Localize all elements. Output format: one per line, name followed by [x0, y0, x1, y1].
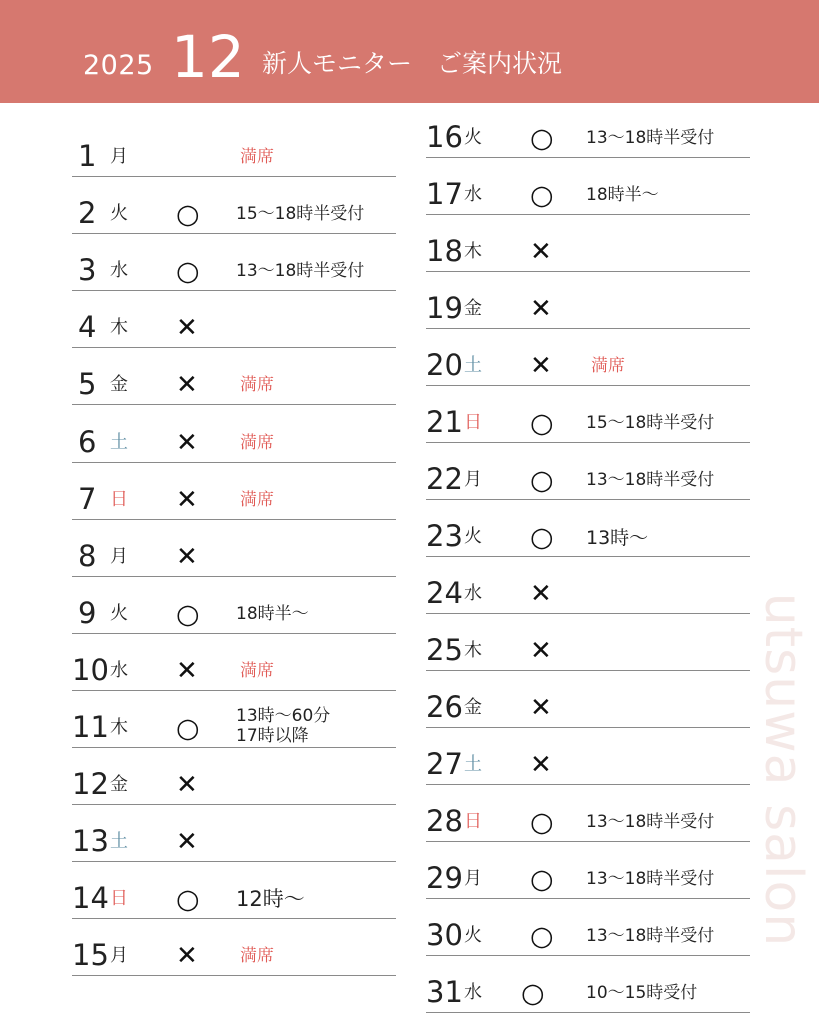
- day-number: 10: [72, 652, 109, 687]
- brand-watermark-text: utsuwa salon: [753, 592, 813, 948]
- time-note: 15〜18時半受付: [236, 204, 365, 225]
- weekday-label: 月: [464, 868, 482, 889]
- unavailable-mark-icon: ✕: [176, 484, 198, 515]
- day-number: 21: [426, 405, 463, 439]
- day-number: 3: [78, 253, 97, 288]
- available-mark-icon: ○: [176, 598, 200, 630]
- available-mark-icon: ○: [530, 807, 554, 838]
- day-number: 20: [426, 348, 463, 382]
- day-number: 17: [426, 177, 463, 211]
- unavailable-mark-icon: ✕: [176, 541, 198, 572]
- day-number: 26: [426, 690, 463, 724]
- day-row: [426, 671, 750, 728]
- available-mark-icon: ○: [530, 465, 554, 496]
- day-row: [426, 728, 750, 785]
- available-mark-icon: ○: [530, 123, 554, 154]
- weekday-label: 水: [464, 583, 482, 604]
- time-note: 12時〜: [236, 887, 305, 912]
- time-note: 13〜18時半受付: [586, 869, 715, 889]
- unavailable-mark-icon: ✕: [530, 294, 552, 324]
- day-number: 29: [426, 861, 463, 895]
- weekday-label: 日: [110, 488, 128, 510]
- day-number: 28: [426, 804, 463, 838]
- day-number: 16: [426, 120, 463, 154]
- day-row: [426, 329, 750, 386]
- day-number: 18: [426, 234, 463, 268]
- full-status-text: 満席: [240, 946, 274, 967]
- day-row: [72, 406, 396, 463]
- time-note: 18時半〜: [236, 603, 309, 624]
- weekday-label: 月: [110, 146, 128, 167]
- day-number: 24: [426, 576, 463, 610]
- day-number: 30: [426, 918, 463, 952]
- weekday-label: 土: [464, 355, 482, 376]
- weekday-label: 月: [464, 469, 482, 490]
- available-mark-icon: ○: [176, 713, 200, 744]
- weekday-label: 火: [464, 127, 482, 148]
- day-row: [72, 862, 396, 919]
- day-row: [72, 234, 396, 291]
- day-number: 14: [72, 881, 109, 916]
- header-title: 新人モニター ご案内状況: [262, 49, 563, 78]
- day-row: [72, 348, 396, 405]
- header-month: 12: [171, 23, 245, 91]
- day-number: 2: [78, 196, 97, 231]
- day-row: [72, 520, 396, 577]
- unavailable-mark-icon: ✕: [530, 237, 552, 267]
- weekday-label: 土: [110, 431, 128, 453]
- available-mark-icon: ○: [530, 921, 554, 952]
- weekday-label: 水: [110, 260, 128, 282]
- weekday-label: 金: [110, 774, 128, 796]
- day-row: [426, 956, 750, 1013]
- day-number: 8: [78, 538, 97, 573]
- time-note: 13〜18時半受付: [586, 926, 715, 946]
- unavailable-mark-icon: ✕: [530, 351, 552, 381]
- weekday-label: 日: [110, 888, 128, 910]
- day-number: 4: [78, 310, 97, 345]
- day-row: [72, 634, 396, 691]
- day-number: 12: [72, 767, 109, 802]
- day-row: [72, 120, 396, 177]
- day-number: 22: [426, 462, 463, 496]
- full-status-text: 満席: [240, 147, 274, 167]
- day-number: 11: [72, 710, 109, 744]
- day-row: [72, 463, 396, 520]
- unavailable-mark-icon: ✕: [530, 636, 552, 666]
- day-number: 25: [426, 633, 463, 667]
- header-year: 2025: [83, 50, 154, 81]
- day-row: [426, 272, 750, 329]
- day-row: [72, 291, 396, 348]
- time-note: 15〜18時半受付: [586, 413, 715, 433]
- unavailable-mark-icon: ✕: [176, 770, 198, 801]
- day-row: [426, 899, 750, 956]
- time-note: 13時〜60分 17時以降: [236, 706, 331, 746]
- time-note: 13〜18時半受付: [586, 128, 715, 148]
- day-number: 19: [426, 291, 463, 325]
- time-note: 10〜15時受付: [586, 983, 698, 1003]
- day-number: 15: [72, 938, 109, 973]
- available-mark-icon: ○: [530, 408, 554, 439]
- weekday-label: 木: [110, 317, 128, 339]
- day-row: [426, 785, 750, 842]
- time-note: 13時〜: [586, 527, 649, 549]
- unavailable-mark-icon: ✕: [176, 941, 198, 972]
- row-divider: [72, 975, 396, 976]
- day-number: 13: [72, 824, 109, 859]
- day-number: 6: [78, 424, 97, 459]
- weekday-label: 木: [464, 640, 482, 661]
- time-note: 13〜18時半受付: [586, 470, 715, 490]
- day-row: [426, 101, 750, 158]
- day-number: 5: [78, 367, 97, 402]
- weekday-label: 月: [110, 545, 128, 567]
- day-row: [426, 386, 750, 443]
- unavailable-mark-icon: ✕: [176, 427, 198, 458]
- full-status-text: 満席: [240, 489, 274, 510]
- day-row: [426, 557, 750, 614]
- weekday-label: 土: [464, 754, 482, 775]
- full-status-text: 満席: [240, 375, 274, 396]
- day-number: 31: [426, 975, 463, 1009]
- full-status-text: 満席: [240, 432, 274, 453]
- unavailable-mark-icon: ✕: [176, 370, 198, 401]
- weekday-label: 金: [110, 374, 128, 396]
- day-row: [72, 577, 396, 634]
- weekday-label: 火: [110, 602, 128, 624]
- unavailable-mark-icon: ✕: [176, 313, 198, 344]
- time-note: 13〜18時半受付: [236, 261, 365, 282]
- available-mark-icon: ○: [521, 978, 545, 1009]
- available-mark-icon: ○: [530, 180, 554, 211]
- weekday-label: 金: [464, 298, 482, 319]
- weekday-label: 木: [464, 241, 482, 262]
- brand-watermark: [753, 575, 813, 965]
- day-row: [426, 215, 750, 272]
- weekday-label: 月: [110, 945, 128, 967]
- row-divider: [426, 1012, 750, 1013]
- day-row: [426, 500, 750, 557]
- weekday-label: 金: [464, 697, 482, 718]
- day-row: [72, 691, 396, 748]
- unavailable-mark-icon: ✕: [530, 579, 552, 609]
- day-number: 27: [426, 747, 463, 781]
- unavailable-mark-icon: ✕: [530, 693, 552, 723]
- available-mark-icon: ○: [176, 884, 200, 916]
- unavailable-mark-icon: ✕: [176, 827, 198, 858]
- time-note: 18時半〜: [586, 185, 659, 205]
- available-mark-icon: ○: [176, 199, 200, 231]
- day-number: 9: [78, 595, 97, 630]
- day-row: [72, 919, 396, 976]
- day-number: 1: [78, 139, 97, 173]
- weekday-label: 火: [464, 526, 482, 547]
- full-status-text: 満席: [240, 660, 274, 681]
- day-number: 7: [78, 481, 97, 516]
- time-note: 13〜18時半受付: [586, 812, 715, 832]
- available-mark-icon: ○: [530, 864, 554, 895]
- weekday-label: 日: [464, 412, 482, 433]
- full-status-text: 満席: [591, 356, 625, 376]
- weekday-label: 日: [464, 811, 482, 832]
- day-row: [426, 443, 750, 500]
- day-row: [72, 748, 396, 805]
- weekday-label: 土: [110, 831, 128, 853]
- weekday-label: 木: [110, 717, 128, 738]
- unavailable-mark-icon: ✕: [530, 750, 552, 780]
- available-mark-icon: ○: [530, 522, 554, 553]
- weekday-label: 水: [110, 659, 128, 681]
- day-row: [426, 842, 750, 899]
- weekday-label: 水: [464, 982, 482, 1003]
- day-row: [426, 158, 750, 215]
- day-row: [72, 805, 396, 862]
- day-row: [72, 177, 396, 234]
- day-number: 23: [426, 519, 463, 553]
- available-mark-icon: ○: [176, 256, 200, 288]
- weekday-label: 火: [110, 203, 128, 225]
- header-banner: [0, 0, 819, 103]
- day-row: [426, 614, 750, 671]
- weekday-label: 火: [464, 925, 482, 946]
- unavailable-mark-icon: ✕: [176, 655, 198, 686]
- weekday-label: 水: [464, 184, 482, 205]
